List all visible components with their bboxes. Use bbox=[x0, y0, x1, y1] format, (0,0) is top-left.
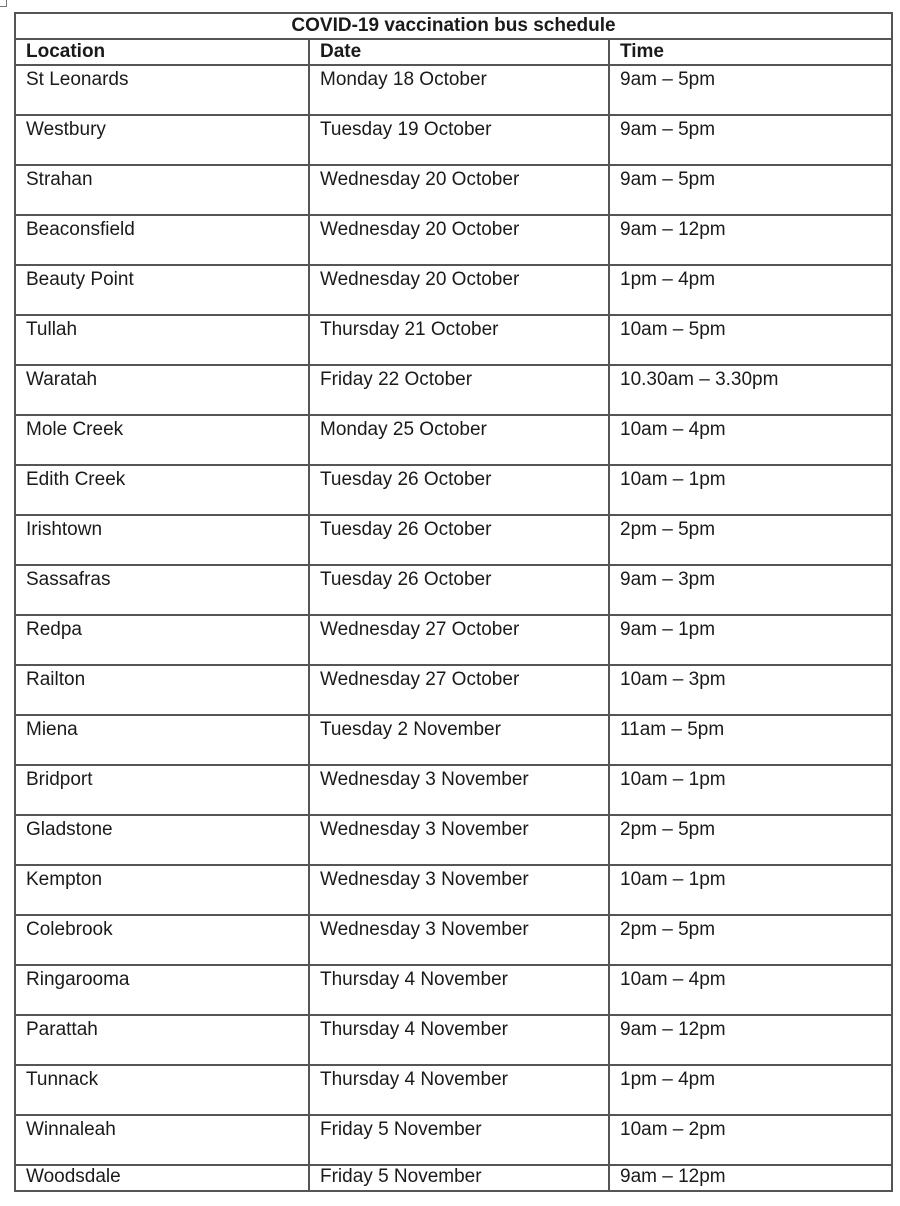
table-row bbox=[15, 1165, 892, 1191]
cell-time: 9am – 3pm bbox=[609, 565, 892, 615]
cell-time: 10am – 5pm bbox=[609, 315, 892, 365]
cell-date: Thursday 4 November bbox=[309, 1015, 609, 1065]
cell-location: Parattah bbox=[15, 1015, 309, 1065]
table-row bbox=[15, 915, 892, 965]
corner-marker bbox=[0, 0, 7, 7]
cell-location: St Leonards bbox=[15, 65, 309, 115]
cell-date: Wednesday 27 October bbox=[309, 665, 609, 715]
cell-time: 10am – 1pm bbox=[609, 765, 892, 815]
cell-time: 9am – 5pm bbox=[609, 65, 892, 115]
table-row bbox=[15, 615, 892, 665]
table-row bbox=[15, 165, 892, 215]
cell-date: Friday 22 October bbox=[309, 365, 609, 415]
cell-time: 9am – 12pm bbox=[609, 1015, 892, 1065]
cell-date: Thursday 4 November bbox=[309, 965, 609, 1015]
table-row bbox=[15, 715, 892, 765]
cell-date: Tuesday 26 October bbox=[309, 515, 609, 565]
cell-date: Wednesday 20 October bbox=[309, 165, 609, 215]
cell-location: Woodsdale bbox=[15, 1165, 309, 1191]
cell-location: Westbury bbox=[15, 115, 309, 165]
cell-location: Tullah bbox=[15, 315, 309, 365]
cell-location: Railton bbox=[15, 665, 309, 715]
cell-time: 9am – 12pm bbox=[609, 1165, 892, 1191]
cell-location: Beaconsfield bbox=[15, 215, 309, 265]
table-row bbox=[15, 815, 892, 865]
cell-location: Gladstone bbox=[15, 815, 309, 865]
table-row bbox=[15, 515, 892, 565]
table-row bbox=[15, 115, 892, 165]
cell-time: 10am – 4pm bbox=[609, 415, 892, 465]
cell-location: Ringarooma bbox=[15, 965, 309, 1015]
cell-location: Beauty Point bbox=[15, 265, 309, 315]
cell-time: 10am – 1pm bbox=[609, 465, 892, 515]
cell-date: Wednesday 3 November bbox=[309, 765, 609, 815]
cell-location: Mole Creek bbox=[15, 415, 309, 465]
cell-date: Thursday 4 November bbox=[309, 1065, 609, 1115]
table-row bbox=[15, 215, 892, 265]
title-row bbox=[15, 13, 892, 39]
cell-location: Redpa bbox=[15, 615, 309, 665]
header-location: Location bbox=[15, 39, 309, 65]
cell-time: 10am – 4pm bbox=[609, 965, 892, 1015]
cell-location: Miena bbox=[15, 715, 309, 765]
cell-date: Wednesday 20 October bbox=[309, 215, 609, 265]
cell-location: Strahan bbox=[15, 165, 309, 215]
cell-date: Friday 5 November bbox=[309, 1115, 609, 1165]
cell-location: Winnaleah bbox=[15, 1115, 309, 1165]
table-row bbox=[15, 565, 892, 615]
cell-time: 10am – 2pm bbox=[609, 1115, 892, 1165]
table-row bbox=[15, 1015, 892, 1065]
cell-date: Tuesday 26 October bbox=[309, 565, 609, 615]
table-row bbox=[15, 365, 892, 415]
cell-time: 2pm – 5pm bbox=[609, 515, 892, 565]
cell-location: Irishtown bbox=[15, 515, 309, 565]
cell-time: 1pm – 4pm bbox=[609, 265, 892, 315]
table-row bbox=[15, 765, 892, 815]
cell-date: Wednesday 3 November bbox=[309, 815, 609, 865]
cell-time: 10.30am – 3.30pm bbox=[609, 365, 892, 415]
cell-time: 9am – 12pm bbox=[609, 215, 892, 265]
table-row bbox=[15, 965, 892, 1015]
table-row bbox=[15, 1065, 892, 1115]
cell-location: Edith Creek bbox=[15, 465, 309, 515]
cell-time: 2pm – 5pm bbox=[609, 915, 892, 965]
cell-date: Thursday 21 October bbox=[309, 315, 609, 365]
header-row bbox=[15, 39, 892, 65]
header-time: Time bbox=[609, 39, 892, 65]
cell-location: Bridport bbox=[15, 765, 309, 815]
table-row bbox=[15, 315, 892, 365]
cell-time: 1pm – 4pm bbox=[609, 1065, 892, 1115]
table-row bbox=[15, 665, 892, 715]
cell-date: Monday 18 October bbox=[309, 65, 609, 115]
cell-time: 9am – 5pm bbox=[609, 115, 892, 165]
cell-date: Wednesday 27 October bbox=[309, 615, 609, 665]
header-date: Date bbox=[309, 39, 609, 65]
cell-location: Tunnack bbox=[15, 1065, 309, 1115]
cell-date: Friday 5 November bbox=[309, 1165, 609, 1191]
cell-location: Waratah bbox=[15, 365, 309, 415]
cell-date: Tuesday 2 November bbox=[309, 715, 609, 765]
cell-date: Tuesday 26 October bbox=[309, 465, 609, 515]
schedule-body bbox=[15, 65, 892, 1191]
table-row bbox=[15, 265, 892, 315]
cell-time: 9am – 5pm bbox=[609, 165, 892, 215]
cell-time: 9am – 1pm bbox=[609, 615, 892, 665]
schedule-table bbox=[14, 12, 893, 1192]
table-row bbox=[15, 465, 892, 515]
cell-location: Sassafras bbox=[15, 565, 309, 615]
cell-time: 2pm – 5pm bbox=[609, 815, 892, 865]
table-row bbox=[15, 1115, 892, 1165]
cell-location: Kempton bbox=[15, 865, 309, 915]
cell-date: Wednesday 3 November bbox=[309, 915, 609, 965]
table-row bbox=[15, 415, 892, 465]
cell-location: Colebrook bbox=[15, 915, 309, 965]
cell-date: Wednesday 3 November bbox=[309, 865, 609, 915]
cell-date: Monday 25 October bbox=[309, 415, 609, 465]
cell-time: 10am – 1pm bbox=[609, 865, 892, 915]
cell-time: 11am – 5pm bbox=[609, 715, 892, 765]
cell-time: 10am – 3pm bbox=[609, 665, 892, 715]
cell-date: Tuesday 19 October bbox=[309, 115, 609, 165]
table-title: COVID-19 vaccination bus schedule bbox=[15, 13, 892, 39]
cell-date: Wednesday 20 October bbox=[309, 265, 609, 315]
table-row bbox=[15, 865, 892, 915]
table-row bbox=[15, 65, 892, 115]
